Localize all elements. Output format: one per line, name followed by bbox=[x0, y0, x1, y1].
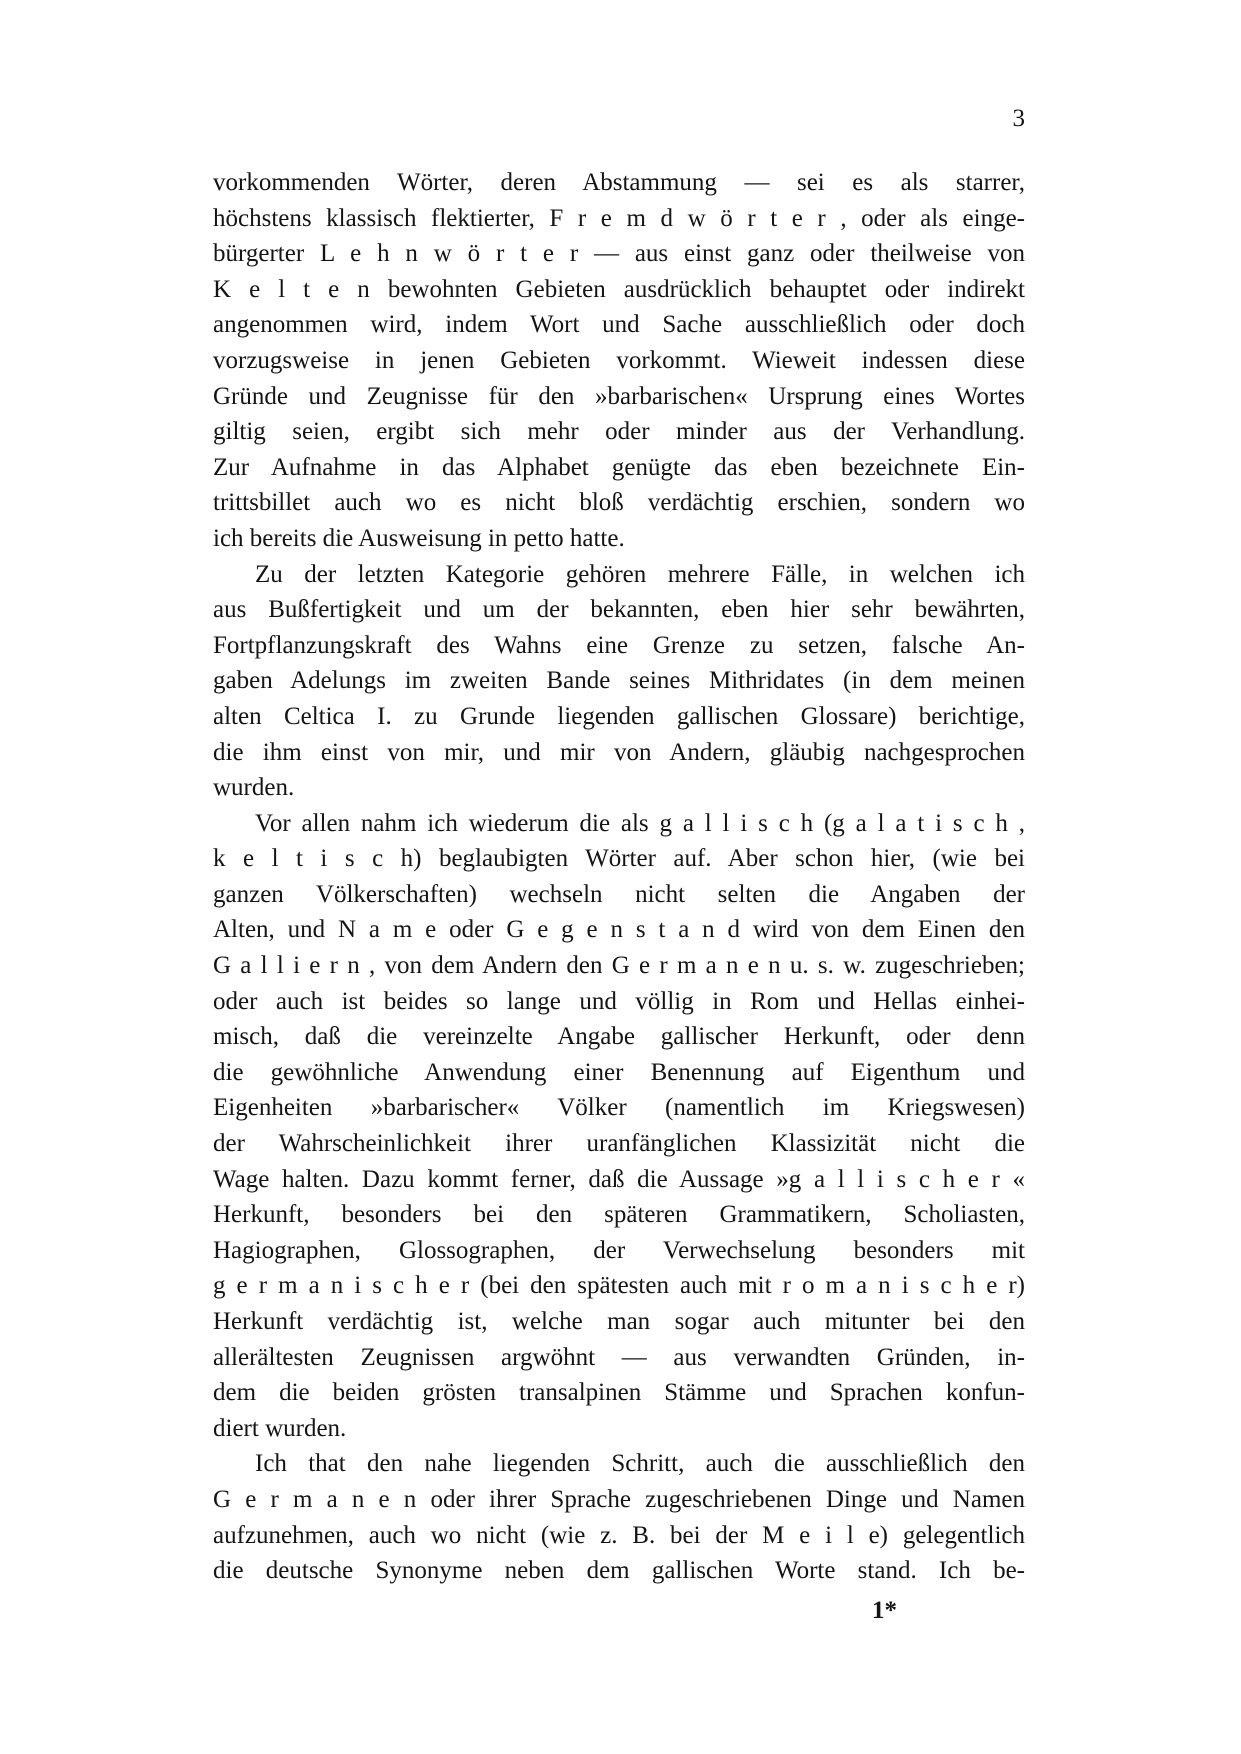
text-line: wurden. bbox=[213, 774, 295, 802]
text-line: ich bereits die Ausweisung in petto hatte. bbox=[213, 524, 625, 552]
text-line: Herkunft verdächtig ist, welche man sogar auch mitunter bei den bbox=[213, 1308, 1025, 1335]
text-line: angenommen wird, indem Wort und Sache ausschließlich oder doch bbox=[213, 311, 1025, 339]
text-line: vorkommenden Wörter, deren Abstammung — sei es als starrer, bbox=[213, 169, 1025, 196]
text-line: Alten, und N a m e oder G e g e n s t a n d wird von dem Einen den bbox=[213, 916, 1025, 944]
text-line: allerältesten Zeugnissen argwöhnt — aus verwandten Gründen, in- bbox=[213, 1343, 1025, 1371]
text-line: der Wahrscheinlichkeit ihrer uranfänglichen Klassizität nicht die bbox=[213, 1130, 1025, 1158]
text-line: bürgerter L e h n w ö r t e r — aus einst ganz oder theilweise von bbox=[213, 240, 1025, 268]
text-line: ganzen Völkerschaften) wechseln nicht selten die Angaben der bbox=[213, 880, 1025, 908]
text-line: die ihm einst von mir, und mir von Andern, gläubig nachgesprochen bbox=[213, 738, 1025, 766]
page-number: 3 bbox=[1012, 105, 1025, 132]
text-line: giltig seien, ergibt sich mehr oder minder aus der Verhandlung. bbox=[213, 418, 1025, 446]
text-line: Zu der letzten Kategorie gehören mehrere Fälle, in welchen ich bbox=[255, 560, 1025, 588]
text-line: dem die beiden grösten transalpinen Stämme und Sprachen konfun- bbox=[213, 1379, 1025, 1407]
text-line: G e r m a n e n oder ihrer Sprache zugeschriebenen Dinge und Namen bbox=[213, 1485, 1025, 1513]
text-line: höchstens klassisch flektierter, F r e m d w ö r t e r , oder als einge- bbox=[213, 204, 1025, 232]
text-line: Vor allen nahm ich wiederum die als g a l l i s c h (g a l a t i s c h , bbox=[255, 809, 1025, 837]
text-line: trittsbillet auch wo es nicht bloß verdächtig erschien, sondern wo bbox=[213, 489, 1025, 517]
text-line: misch, daß die vereinzelte Angabe gallischer Herkunft, oder denn bbox=[213, 1023, 1025, 1051]
text-line: Hagiographen, Glossographen, der Verwechselung besonders mit bbox=[213, 1236, 1025, 1264]
text-line: vorzugsweise in jenen Gebieten vorkommt. Wieweit indessen diese bbox=[213, 346, 1025, 374]
text-line: Eigenheiten »barbarischer« Völker (namentlich im Kriegswesen) bbox=[213, 1094, 1025, 1122]
text-line: Gründe und Zeugnisse für den »barbarischen« Ursprung eines Wortes bbox=[213, 382, 1025, 410]
text-line: k e l t i s c h) beglaubigten Wörter auf. Aber schon hier, (wie bei bbox=[213, 845, 1025, 873]
text-line: gaben Adelungs im zweiten Bande seines Mithridates (in dem meinen bbox=[213, 667, 1025, 695]
body-text bbox=[213, 165, 1025, 1589]
text-line: K e l t e n bewohnten Gebieten ausdrücklich behauptet oder indirekt bbox=[213, 275, 1025, 303]
text-line: Ich that den nahe liegenden Schritt, auch die ausschließlich den bbox=[255, 1450, 1025, 1478]
text-line: aufzunehmen, auch wo nicht (wie z. B. bei der M e i l e) gelegentlich bbox=[213, 1521, 1025, 1549]
text-line: diert wurden. bbox=[213, 1414, 347, 1442]
text-line: Wage halten. Dazu kommt ferner, daß die Aussage »g a l l i s c h e r « bbox=[213, 1165, 1025, 1193]
text-line: die gewöhnliche Anwendung einer Benennung auf Eigenthum und bbox=[213, 1058, 1025, 1086]
signature-mark: 1* bbox=[872, 1597, 897, 1624]
text-line: G a l l i e r n , von dem Andern den G e r m a n e n u. s. w. zugeschrieben; bbox=[213, 952, 1025, 980]
text-line: Fortpflanzungskraft des Wahns eine Grenze zu setzen, falsche An- bbox=[213, 631, 1025, 659]
text-line: Herkunft, besonders bei den späteren Grammatikern, Scholiasten, bbox=[213, 1201, 1025, 1229]
text-line: Zur Aufnahme in das Alphabet genügte das eben bezeichnete Ein- bbox=[213, 453, 1025, 481]
text-line: aus Bußfertigkeit und um der bekannten, eben hier sehr bewährten, bbox=[213, 596, 1025, 624]
text-line: g e r m a n i s c h e r (bei den spätesten auch mit r o m a n i s c h e r) bbox=[213, 1272, 1025, 1300]
text-line: alten Celtica I. zu Grunde liegenden gallischen Glossare) berichtige, bbox=[213, 702, 1025, 730]
text-line: oder auch ist beides so lange und völlig in Rom und Hellas einhei- bbox=[213, 987, 1025, 1015]
text-line: die deutsche Synonyme neben dem gallischen Worte stand. Ich be- bbox=[213, 1557, 1025, 1585]
